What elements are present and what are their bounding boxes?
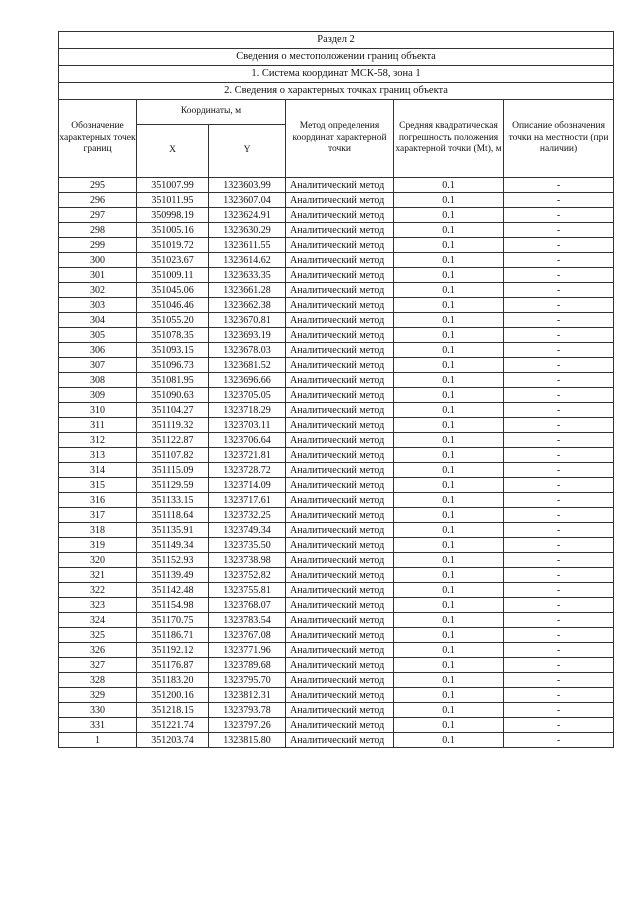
table-row: [59, 613, 614, 628]
description-cell: -: [504, 283, 614, 298]
description-cell: -: [504, 358, 614, 373]
method-cell: Аналитический метод: [286, 658, 394, 673]
method-cell: Аналитический метод: [286, 583, 394, 598]
error-cell: 0.1: [394, 283, 504, 298]
method-cell: Аналитический метод: [286, 268, 394, 283]
table-row: [59, 553, 614, 568]
error-cell: 0.1: [394, 208, 504, 223]
description-cell: -: [504, 508, 614, 523]
description-cell: -: [504, 628, 614, 643]
method-cell: Аналитический метод: [286, 718, 394, 733]
point-number-cell: 309: [59, 388, 137, 403]
point-number-cell: 319: [59, 538, 137, 553]
table-row: [59, 628, 614, 643]
error-cell: 0.1: [394, 313, 504, 328]
point-number-cell: 330: [59, 703, 137, 718]
point-number-cell: 305: [59, 328, 137, 343]
x-coordinate-cell: 351045.06: [137, 283, 209, 298]
error-cell: 0.1: [394, 613, 504, 628]
y-coordinate-cell: 1323732.25: [209, 508, 286, 523]
x-coordinate-cell: 351152.93: [137, 553, 209, 568]
error-cell: 0.1: [394, 448, 504, 463]
header-y: Y: [209, 125, 286, 178]
method-cell: Аналитический метод: [286, 373, 394, 388]
description-cell: -: [504, 238, 614, 253]
x-coordinate-cell: 351081.95: [137, 373, 209, 388]
description-cell: -: [504, 583, 614, 598]
y-coordinate-cell: 1323812.31: [209, 688, 286, 703]
table-row: [59, 313, 614, 328]
y-coordinate-cell: 1323705.05: [209, 388, 286, 403]
table-row: [59, 178, 614, 193]
error-cell: 0.1: [394, 238, 504, 253]
description-cell: -: [504, 463, 614, 478]
table-row: [59, 733, 614, 748]
table-row: [59, 388, 614, 403]
table-row: [59, 448, 614, 463]
point-number-cell: 327: [59, 658, 137, 673]
y-coordinate-cell: 1323624.91: [209, 208, 286, 223]
x-coordinate-cell: 351011.95: [137, 193, 209, 208]
x-coordinate-cell: 351107.82: [137, 448, 209, 463]
description-cell: -: [504, 718, 614, 733]
error-cell: 0.1: [394, 523, 504, 538]
description-cell: -: [504, 208, 614, 223]
table-row: [59, 718, 614, 733]
y-coordinate-cell: 1323706.64: [209, 433, 286, 448]
description-cell: -: [504, 598, 614, 613]
error-cell: 0.1: [394, 433, 504, 448]
y-coordinate-cell: 1323633.35: [209, 268, 286, 283]
y-coordinate-cell: 1323771.96: [209, 643, 286, 658]
error-cell: 0.1: [394, 538, 504, 553]
error-cell: 0.1: [394, 223, 504, 238]
x-coordinate-cell: 351115.09: [137, 463, 209, 478]
y-coordinate-cell: 1323755.81: [209, 583, 286, 598]
description-cell: -: [504, 328, 614, 343]
table-row: [59, 478, 614, 493]
description-cell: -: [504, 343, 614, 358]
point-number-cell: 320: [59, 553, 137, 568]
y-coordinate-cell: 1323696.66: [209, 373, 286, 388]
description-cell: -: [504, 643, 614, 658]
y-coordinate-cell: 1323630.29: [209, 223, 286, 238]
error-cell: 0.1: [394, 328, 504, 343]
point-number-cell: 322: [59, 583, 137, 598]
error-cell: 0.1: [394, 253, 504, 268]
point-number-cell: 302: [59, 283, 137, 298]
table-row: [59, 238, 614, 253]
description-cell: -: [504, 658, 614, 673]
method-cell: Аналитический метод: [286, 418, 394, 433]
points-title: 2. Сведения о характерных точках границ объекта: [59, 83, 614, 100]
point-number-cell: 298: [59, 223, 137, 238]
x-coordinate-cell: 351122.87: [137, 433, 209, 448]
x-coordinate-cell: 351118.64: [137, 508, 209, 523]
error-cell: 0.1: [394, 178, 504, 193]
table-row: [59, 358, 614, 373]
point-number-cell: 307: [59, 358, 137, 373]
document-page: [58, 31, 613, 748]
table-row: [59, 418, 614, 433]
point-number-cell: 1: [59, 733, 137, 748]
table-row: [59, 643, 614, 658]
point-number-cell: 311: [59, 418, 137, 433]
y-coordinate-cell: 1323717.61: [209, 493, 286, 508]
method-cell: Аналитический метод: [286, 613, 394, 628]
point-number-cell: 314: [59, 463, 137, 478]
point-number-cell: 328: [59, 673, 137, 688]
x-coordinate-cell: 351186.71: [137, 628, 209, 643]
description-cell: -: [504, 733, 614, 748]
y-coordinate-cell: 1323714.09: [209, 478, 286, 493]
description-cell: -: [504, 553, 614, 568]
table-row: [59, 658, 614, 673]
x-coordinate-cell: 351176.87: [137, 658, 209, 673]
x-coordinate-cell: 351192.12: [137, 643, 209, 658]
method-cell: Аналитический метод: [286, 493, 394, 508]
x-coordinate-cell: 351005.16: [137, 223, 209, 238]
error-cell: 0.1: [394, 403, 504, 418]
table-row: [59, 343, 614, 358]
header-method: Метод определения координат характерной точки: [286, 100, 394, 178]
y-coordinate-cell: 1323783.54: [209, 613, 286, 628]
x-coordinate-cell: 351090.63: [137, 388, 209, 403]
method-cell: Аналитический метод: [286, 553, 394, 568]
description-cell: -: [504, 178, 614, 193]
y-coordinate-cell: 1323703.11: [209, 418, 286, 433]
error-cell: 0.1: [394, 688, 504, 703]
method-cell: Аналитический метод: [286, 628, 394, 643]
table-row: [59, 583, 614, 598]
y-coordinate-cell: 1323768.07: [209, 598, 286, 613]
error-cell: 0.1: [394, 643, 504, 658]
table-row: [59, 298, 614, 313]
header-point: Обозначение характерных точек границ: [59, 100, 137, 178]
error-cell: 0.1: [394, 268, 504, 283]
table-row: [59, 223, 614, 238]
table-row: [59, 688, 614, 703]
table-row: [59, 508, 614, 523]
table-row: [59, 328, 614, 343]
method-cell: Аналитический метод: [286, 403, 394, 418]
point-number-cell: 303: [59, 298, 137, 313]
point-number-cell: 306: [59, 343, 137, 358]
y-coordinate-cell: 1323693.19: [209, 328, 286, 343]
x-coordinate-cell: 351078.35: [137, 328, 209, 343]
error-cell: 0.1: [394, 358, 504, 373]
method-cell: Аналитический метод: [286, 208, 394, 223]
error-cell: 0.1: [394, 373, 504, 388]
error-cell: 0.1: [394, 703, 504, 718]
x-coordinate-cell: 351093.15: [137, 343, 209, 358]
point-number-cell: 299: [59, 238, 137, 253]
method-cell: Аналитический метод: [286, 733, 394, 748]
point-number-cell: 317: [59, 508, 137, 523]
point-number-cell: 296: [59, 193, 137, 208]
error-cell: 0.1: [394, 193, 504, 208]
y-coordinate-cell: 1323797.26: [209, 718, 286, 733]
description-cell: -: [504, 223, 614, 238]
description-cell: -: [504, 703, 614, 718]
description-cell: -: [504, 403, 614, 418]
x-coordinate-cell: 351183.20: [137, 673, 209, 688]
point-number-cell: 316: [59, 493, 137, 508]
error-cell: 0.1: [394, 568, 504, 583]
table-row: [59, 433, 614, 448]
method-cell: Аналитический метод: [286, 523, 394, 538]
y-coordinate-cell: 1323670.81: [209, 313, 286, 328]
method-cell: Аналитический метод: [286, 328, 394, 343]
error-cell: 0.1: [394, 388, 504, 403]
description-cell: -: [504, 298, 614, 313]
point-number-cell: 326: [59, 643, 137, 658]
table-row: [59, 283, 614, 298]
table-row: [59, 208, 614, 223]
x-coordinate-cell: 351142.48: [137, 583, 209, 598]
method-cell: Аналитический метод: [286, 388, 394, 403]
description-cell: -: [504, 568, 614, 583]
method-cell: Аналитический метод: [286, 298, 394, 313]
y-coordinate-cell: 1323678.03: [209, 343, 286, 358]
coord-system: 1. Система координат МСК-58, зона 1: [59, 66, 614, 83]
y-coordinate-cell: 1323607.04: [209, 193, 286, 208]
table-row: [59, 193, 614, 208]
description-cell: -: [504, 613, 614, 628]
method-cell: Аналитический метод: [286, 223, 394, 238]
x-coordinate-cell: 351154.98: [137, 598, 209, 613]
point-number-cell: 295: [59, 178, 137, 193]
point-number-cell: 310: [59, 403, 137, 418]
x-coordinate-cell: 351055.20: [137, 313, 209, 328]
x-coordinate-cell: 351104.27: [137, 403, 209, 418]
error-cell: 0.1: [394, 553, 504, 568]
point-number-cell: 300: [59, 253, 137, 268]
table-row: [59, 373, 614, 388]
x-coordinate-cell: 351009.11: [137, 268, 209, 283]
method-cell: Аналитический метод: [286, 643, 394, 658]
method-cell: Аналитический метод: [286, 673, 394, 688]
x-coordinate-cell: 351119.32: [137, 418, 209, 433]
method-cell: Аналитический метод: [286, 433, 394, 448]
method-cell: Аналитический метод: [286, 568, 394, 583]
description-cell: -: [504, 418, 614, 433]
y-coordinate-cell: 1323735.50: [209, 538, 286, 553]
description-cell: -: [504, 313, 614, 328]
x-coordinate-cell: 350998.19: [137, 208, 209, 223]
description-cell: -: [504, 523, 614, 538]
boundary-points-table: [58, 31, 614, 748]
method-cell: Аналитический метод: [286, 463, 394, 478]
description-cell: -: [504, 673, 614, 688]
table-row: [59, 568, 614, 583]
point-number-cell: 323: [59, 598, 137, 613]
error-cell: 0.1: [394, 658, 504, 673]
error-cell: 0.1: [394, 628, 504, 643]
point-number-cell: 329: [59, 688, 137, 703]
error-cell: 0.1: [394, 733, 504, 748]
method-cell: Аналитический метод: [286, 508, 394, 523]
error-cell: 0.1: [394, 478, 504, 493]
point-number-cell: 304: [59, 313, 137, 328]
y-coordinate-cell: 1323681.52: [209, 358, 286, 373]
table-row: [59, 598, 614, 613]
y-coordinate-cell: 1323749.34: [209, 523, 286, 538]
table-row: [59, 538, 614, 553]
description-cell: -: [504, 478, 614, 493]
table-row: [59, 673, 614, 688]
error-cell: 0.1: [394, 298, 504, 313]
error-cell: 0.1: [394, 673, 504, 688]
x-coordinate-cell: 351170.75: [137, 613, 209, 628]
point-number-cell: 324: [59, 613, 137, 628]
table-body: [59, 178, 614, 748]
description-cell: -: [504, 373, 614, 388]
error-cell: 0.1: [394, 493, 504, 508]
method-cell: Аналитический метод: [286, 688, 394, 703]
error-cell: 0.1: [394, 463, 504, 478]
header-coords: Координаты, м: [137, 100, 286, 125]
y-coordinate-cell: 1323721.81: [209, 448, 286, 463]
point-number-cell: 318: [59, 523, 137, 538]
y-coordinate-cell: 1323611.55: [209, 238, 286, 253]
error-cell: 0.1: [394, 718, 504, 733]
method-cell: Аналитический метод: [286, 238, 394, 253]
x-coordinate-cell: 351007.99: [137, 178, 209, 193]
table-row: [59, 253, 614, 268]
description-cell: -: [504, 448, 614, 463]
error-cell: 0.1: [394, 583, 504, 598]
description-cell: -: [504, 688, 614, 703]
subtitle: Сведения о местоположении границ объекта: [59, 49, 614, 66]
y-coordinate-cell: 1323614.62: [209, 253, 286, 268]
table-row: [59, 403, 614, 418]
y-coordinate-cell: 1323662.38: [209, 298, 286, 313]
method-cell: Аналитический метод: [286, 598, 394, 613]
y-coordinate-cell: 1323795.70: [209, 673, 286, 688]
method-cell: Аналитический метод: [286, 538, 394, 553]
section-title: Раздел 2: [59, 32, 614, 49]
point-number-cell: 315: [59, 478, 137, 493]
table-row: [59, 493, 614, 508]
table-row: [59, 463, 614, 478]
x-coordinate-cell: 351218.15: [137, 703, 209, 718]
x-coordinate-cell: 351149.34: [137, 538, 209, 553]
x-coordinate-cell: 351046.46: [137, 298, 209, 313]
header-x: X: [137, 125, 209, 178]
error-cell: 0.1: [394, 418, 504, 433]
point-number-cell: 308: [59, 373, 137, 388]
x-coordinate-cell: 351203.74: [137, 733, 209, 748]
method-cell: Аналитический метод: [286, 478, 394, 493]
y-coordinate-cell: 1323728.72: [209, 463, 286, 478]
method-cell: Аналитический метод: [286, 283, 394, 298]
y-coordinate-cell: 1323793.78: [209, 703, 286, 718]
header-error: Средняя квадратическая погрешность положения характерной точки (Mt), м: [394, 100, 504, 178]
method-cell: Аналитический метод: [286, 253, 394, 268]
point-number-cell: 313: [59, 448, 137, 463]
x-coordinate-cell: 351139.49: [137, 568, 209, 583]
y-coordinate-cell: 1323767.08: [209, 628, 286, 643]
x-coordinate-cell: 351019.72: [137, 238, 209, 253]
description-cell: -: [504, 268, 614, 283]
point-number-cell: 297: [59, 208, 137, 223]
y-coordinate-cell: 1323789.68: [209, 658, 286, 673]
table-row: [59, 268, 614, 283]
x-coordinate-cell: 351133.15: [137, 493, 209, 508]
description-cell: -: [504, 433, 614, 448]
error-cell: 0.1: [394, 598, 504, 613]
y-coordinate-cell: 1323738.98: [209, 553, 286, 568]
error-cell: 0.1: [394, 343, 504, 358]
header-description: Описание обозначения точки на местности (при наличии): [504, 100, 614, 178]
x-coordinate-cell: 351200.16: [137, 688, 209, 703]
point-number-cell: 325: [59, 628, 137, 643]
y-coordinate-cell: 1323661.28: [209, 283, 286, 298]
x-coordinate-cell: 351096.73: [137, 358, 209, 373]
y-coordinate-cell: 1323718.29: [209, 403, 286, 418]
y-coordinate-cell: 1323815.80: [209, 733, 286, 748]
method-cell: Аналитический метод: [286, 178, 394, 193]
table-row: [59, 523, 614, 538]
point-number-cell: 312: [59, 433, 137, 448]
x-coordinate-cell: 351221.74: [137, 718, 209, 733]
x-coordinate-cell: 351129.59: [137, 478, 209, 493]
method-cell: Аналитический метод: [286, 313, 394, 328]
y-coordinate-cell: 1323603.99: [209, 178, 286, 193]
x-coordinate-cell: 351023.67: [137, 253, 209, 268]
method-cell: Аналитический метод: [286, 193, 394, 208]
description-cell: -: [504, 493, 614, 508]
description-cell: -: [504, 538, 614, 553]
table-row: [59, 703, 614, 718]
y-coordinate-cell: 1323752.82: [209, 568, 286, 583]
x-coordinate-cell: 351135.91: [137, 523, 209, 538]
method-cell: Аналитический метод: [286, 448, 394, 463]
description-cell: -: [504, 193, 614, 208]
method-cell: Аналитический метод: [286, 343, 394, 358]
point-number-cell: 301: [59, 268, 137, 283]
description-cell: -: [504, 388, 614, 403]
description-cell: -: [504, 253, 614, 268]
point-number-cell: 331: [59, 718, 137, 733]
method-cell: Аналитический метод: [286, 703, 394, 718]
method-cell: Аналитический метод: [286, 358, 394, 373]
point-number-cell: 321: [59, 568, 137, 583]
error-cell: 0.1: [394, 508, 504, 523]
